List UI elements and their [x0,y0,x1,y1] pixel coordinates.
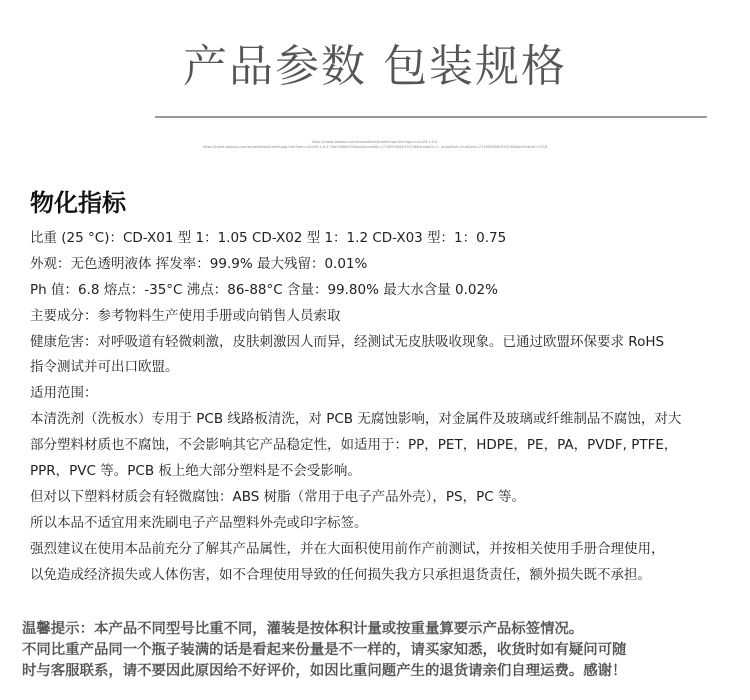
spec-line: 外观：无色透明液体 挥发率：99.9% 最大残留：0.01% [30,255,368,272]
section-title: 物化指标 [30,189,126,217]
header-divider [155,116,707,118]
url-text-2: https://trade.taobao.com/trade/detail/tradeSnap.htm?spm=a1z09.1.0.0.70b2568b9504bq0&tradeID=2718954661974238&tradeID=1...snapShot=true&sm=2718954661974238&bizOrderId=2718 [202,145,548,149]
spec-line: 部分塑料材质也不腐蚀，不会影响其它产品稳定性，如适用于：PP，PET，HDPE，PE，PA，PVDF, PTFE， [30,437,678,454]
notice-line: 温馨提示：本产品不同型号比重不同，灌装是按体积计量或按重量算要示产品标签情况。 [22,620,584,637]
spec-line: 以免造成经济损失或人体伤害，如不合理使用导致的任何损失我方只承担退货责任，额外损失既不承担。 [30,566,651,583]
spec-line: 所以本品不适宜用来洗刷电子产品塑料外壳或印字标签。 [30,514,368,531]
spec-line: 强烈建议在使用本品前充分了解其产品属性，并在大面积使用前作产前测试，并按相关使用手册合理使用， [30,540,665,557]
spec-line: 健康危害：对呼吸道有轻微刺激，皮肤刺激因人而异，经测试无皮肤吸收现象。已通过欧盟环保要求 RoHS [30,333,665,350]
spec-line: PPR，PVC 等。PCB 板上绝大部分塑料是不会受影响。 [30,463,361,480]
spec-line: 但对以下塑料材质会有轻微腐蚀：ABS 树脂（常用于电子产品外壳），PS，PC 等。 [30,488,525,505]
notice-line: 不同比重产品同一个瓶子装满的话是看起来份量是不一样的，请买家知悉，收货时如有疑问可随 [22,641,627,658]
url-text-1: https://trade.taobao.com/trade/detail/tradeSnap.htm?spm=a1z09.1.0.0. [311,140,439,144]
spec-line: 主要成分：参考物料生产使用手册或向销售人员索取 [30,307,341,324]
notice-box [22,618,737,681]
spec-paragraph [30,226,730,588]
spec-line: 比重 (25 °C)：CD-X01 型 1：1.05 CD-X02 型 1：1.2 CD-X03 型：1：0.75 [30,230,507,246]
spec-line: 本清洗剂（洗板水）专用于 PCB 线路板清洗，对 PCB 无腐蚀影响，对金属件及玻璃或纤维制品不腐蚀，对大 [30,411,682,428]
page-title: 产品参数 包装规格 [183,41,567,92]
notice-line: 时与客服联系，请不要因此原因给不好评价，如因比重问题产生的退货请亲们自理运费。感谢！ [22,662,627,679]
spec-line: Ph 值：6.8 熔点：-35°C 沸点：86-88°C 含量：99.80% 最大水含量 0.02% [30,281,498,298]
spec-line: 指令测试并可出口欧盟。 [30,359,179,376]
spec-line: 适用范围： [30,385,98,402]
